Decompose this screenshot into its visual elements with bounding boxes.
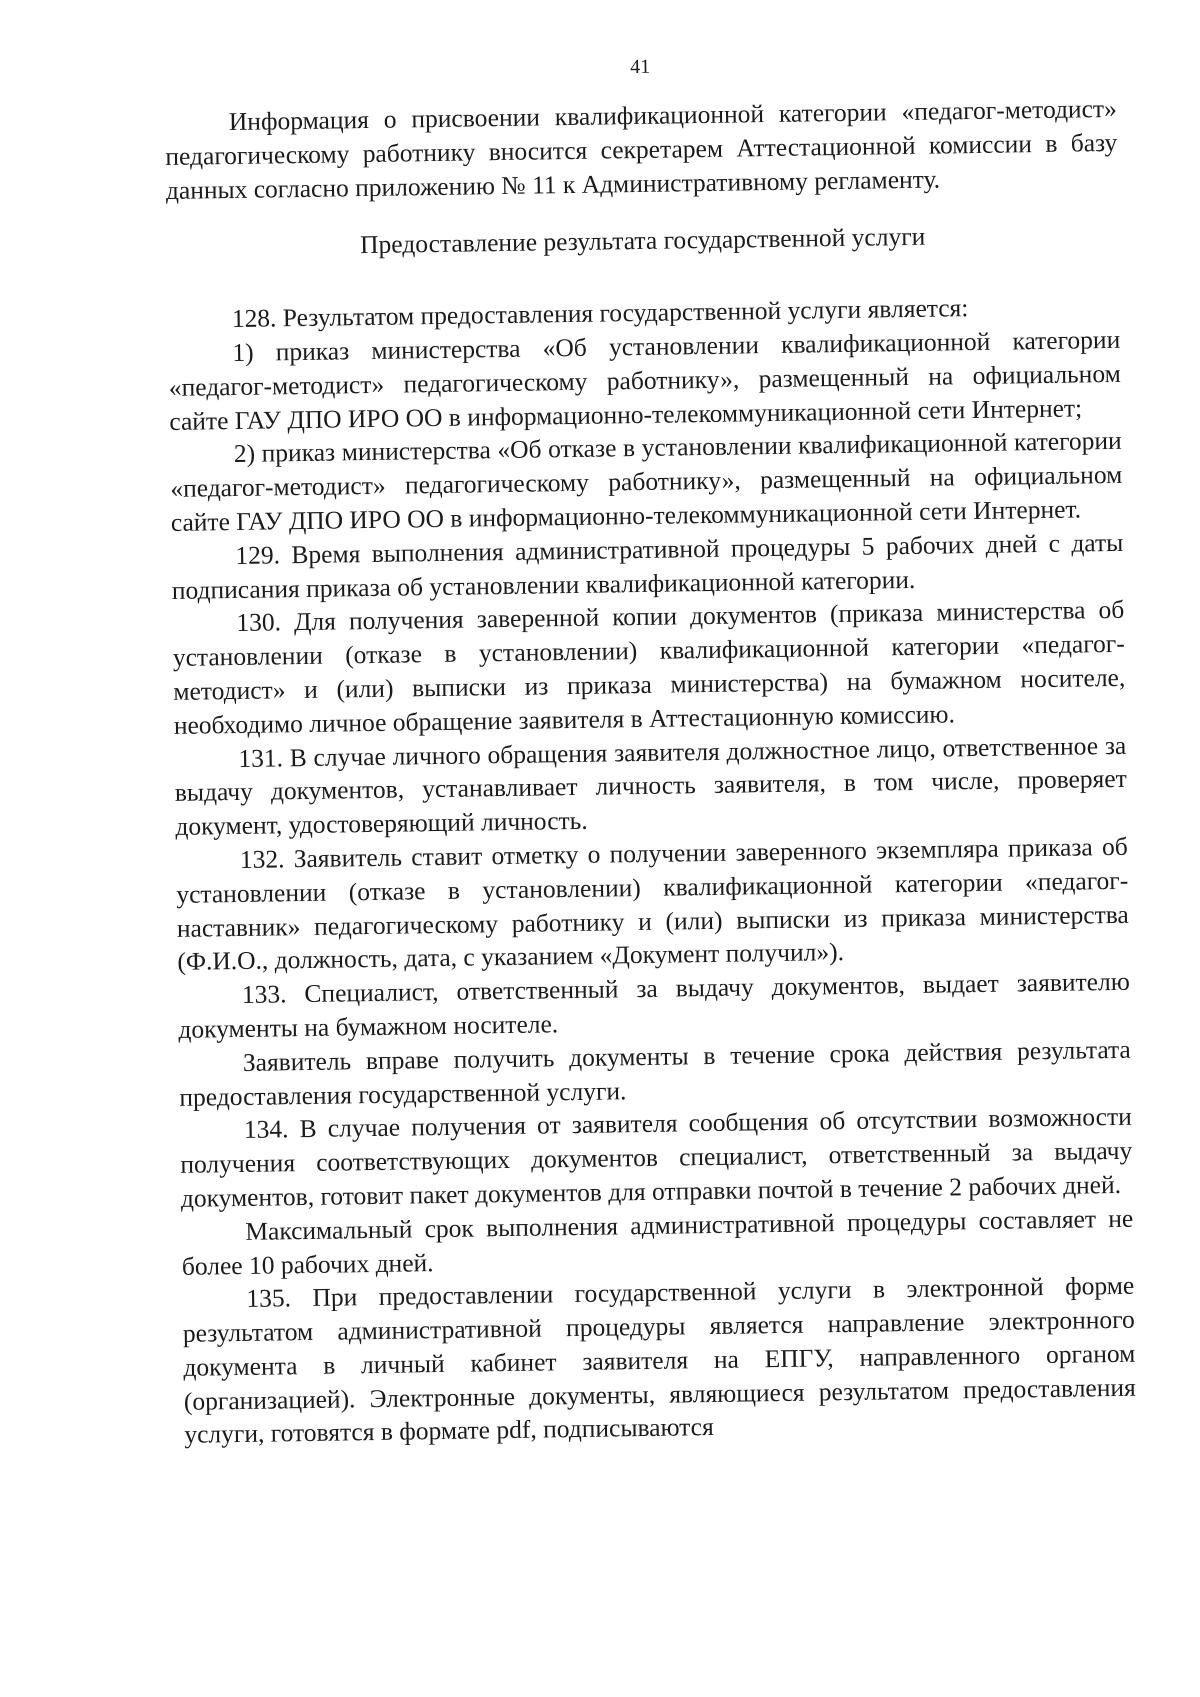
paragraph-135: 135. При предоставлении государственной услуги в электронной форме результатом административной процедуры является направление электронного документа в личный кабинет заявителя на ЕПГУ, направленного органом (организацией). Электронные документы, являющиеся результатом предоставления услуги, готовятся в формате pdf, подписываются [182,1271,1136,1450]
paragraph-128-item-1: 1) приказ министерства «Об установлении квалификационной категории «педагог-методист» педагогическому работнику», размещенный на официальном сайте ГАУ ДПО ИРО ОО в информационно-телекоммуникационной сети Интернет; [168,324,1121,436]
paragraph-130: 130. Для получения заверенной копии документов (приказа министерства об установлении (отказе в установлении) квалификационной категории «педагог-методист» и (или) выписки из приказа министерства) на бумажном носителе, необходимо личное обращение заявителя в Аттестационную комиссию. [172,595,1126,740]
paragraph-128-item-2: 2) приказ министерства «Об отказе в установлении квалификационной категории «педагог-методист» педагогическому работнику», размещенный на официальном сайте ГАУ ДПО ИРО ОО в информационно-телекоммуникационной сети Интернет. [170,426,1123,537]
paragraph-129: 129. Время выполнения административной процедуры 5 рабочих дней с даты подписания приказа об установлении квалификационной категории. [171,527,1124,605]
document-body [164,48,1137,1452]
section-title: Предоставление результата государственной услуги [359,222,926,260]
paragraph-131: 131. В случае личного обращения заявителя должностное лицо, ответственное за выдачу документов, устанавливает личность заявителя, в том числе, проверяет документ, удостоверяющий личность. [174,730,1127,842]
paragraph-132: 132. Заявитель ставит отметку о получении заверенного экземпляра приказа об установлении (отказе в установлении) квалификационной категории «педагог-наставник» педагогическому работнику и (или) выписки из приказа министерства (Ф.И.О., должность, дата, с указанием «Документ получил»). [176,831,1129,977]
intro-paragraph: Информация о присвоении квалификационной категории «педагог-методист» педагогическому работнику вносится секретарем Аттестационной комиссии в базу данных согласно приложению № 11 к Административному регламенту. [165,93,1118,205]
page-number: 41 [629,55,651,79]
paragraph-134: 134. В случае получения от заявителя сообщения об отсутствии возможности получения соответствующих документов специалист, ответственный за выдачу документов, готовит пакет документов для отправки почтой в течение 2 рабочих дней. [180,1102,1133,1213]
paragraph-133: 133. Специалист, ответственный за выдачу документов, выдает заявителю документы на бумажном носителе. [178,966,1130,1044]
paragraph-134-continuation: Максимальный срок выполнения административной процедуры составляет не более 10 рабочих дней. [181,1203,1134,1281]
paragraph-133-continuation: Заявитель вправе получить документы в течение срока действия результата предоставления государственной услуги. [179,1034,1131,1112]
paragraph-128: 128. Результатом предоставления государственной услуги является: [231,293,969,334]
